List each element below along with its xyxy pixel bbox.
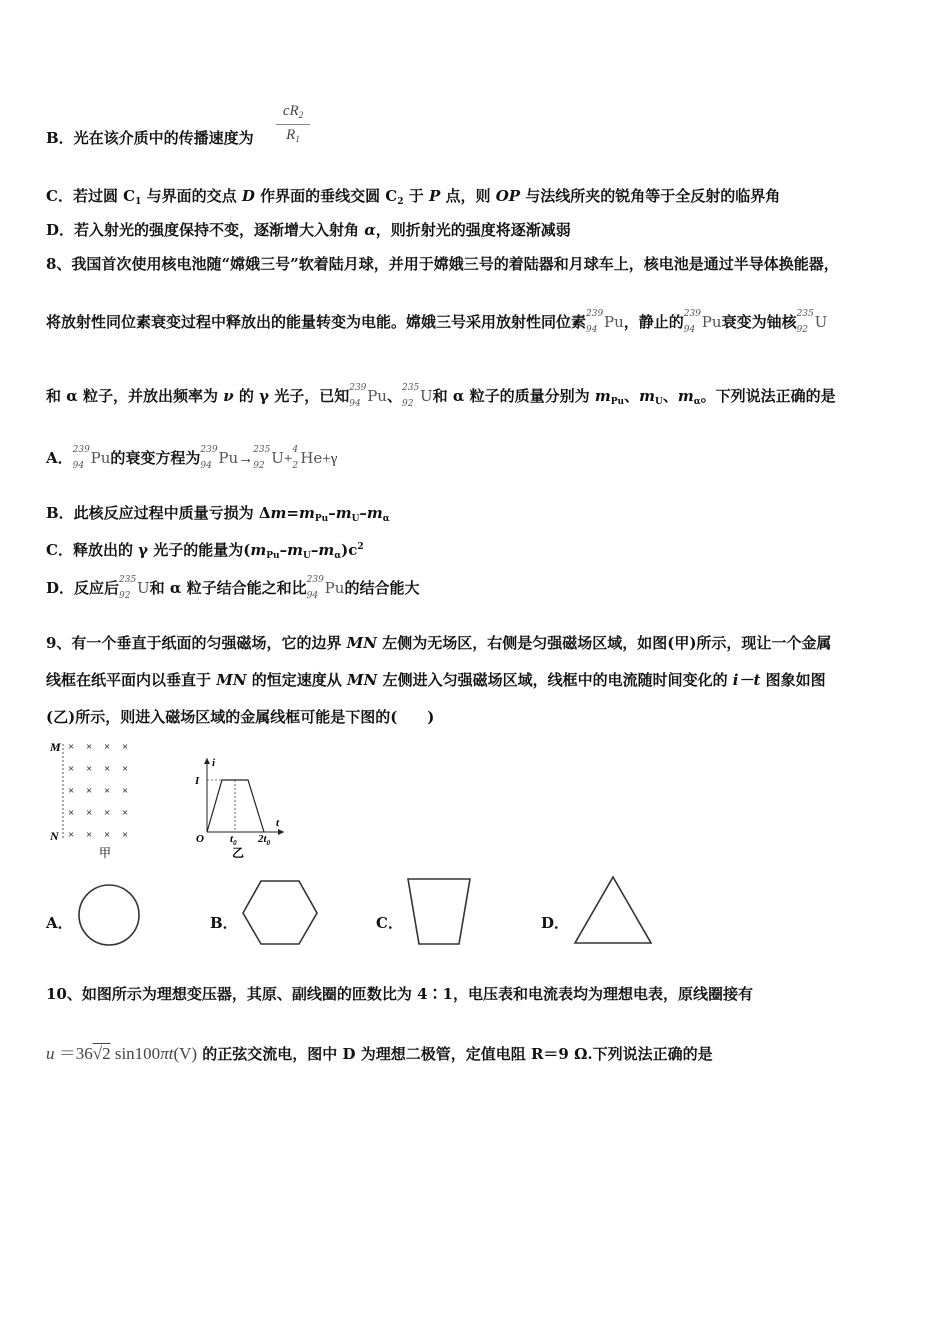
sub: 1	[135, 197, 142, 207]
sym: Pu	[604, 313, 624, 331]
text: D．若入射光的强度保持不变，逐渐增大入射角	[46, 221, 365, 239]
sym: Pu	[90, 449, 111, 467]
isotope-pu	[72, 445, 111, 471]
var-m: m	[287, 541, 303, 559]
label-2t0	[257, 833, 271, 847]
isotope-pu	[586, 309, 624, 335]
isotope-u	[796, 309, 828, 335]
sym: U	[420, 387, 433, 405]
text: 与法线所夹的锐角等于全反射的临界角	[520, 187, 781, 205]
q9-option-b-hexagon[interactable]	[240, 878, 320, 948]
var-m: m	[366, 504, 383, 522]
mass: 239	[200, 445, 218, 455]
sin: sin100	[114, 1044, 161, 1063]
fraction-denominator: R	[286, 127, 296, 143]
trapezoid-shape	[408, 879, 470, 944]
fraction-numerator-sub: 2	[298, 110, 304, 120]
label-i: i	[212, 757, 216, 769]
var-mn: MN	[346, 634, 377, 652]
mass: 235	[119, 575, 137, 585]
field-cross: ×	[122, 807, 129, 819]
text: ，则折射光的强度将逐渐减弱	[375, 221, 571, 239]
text: 和 α 粒子的质量分别为	[432, 387, 595, 405]
q8-stem-line3	[46, 383, 836, 412]
q7-option-d	[46, 220, 571, 240]
var-m: m	[270, 504, 287, 522]
label-m: M	[50, 740, 61, 754]
isotope-u	[402, 383, 433, 409]
text: 衰变为铀核	[721, 313, 797, 331]
voltage-equation	[46, 1044, 197, 1063]
i-axis-arrow	[204, 758, 210, 764]
text: 于	[403, 187, 429, 205]
q8-option-c	[46, 537, 364, 566]
q9-option-c-label[interactable]: C．	[376, 914, 403, 932]
field-cross: ×	[86, 741, 93, 753]
mass: 235	[253, 445, 271, 455]
q9-option-d-label[interactable]: D．	[541, 914, 570, 932]
label-t: t	[276, 817, 280, 829]
z: 92	[119, 591, 131, 601]
label-current-i: I	[195, 775, 200, 787]
text: ，静止的	[623, 313, 684, 331]
2t0-sub: 0	[266, 839, 271, 847]
sub: α	[382, 514, 390, 524]
var-p: P	[428, 187, 441, 205]
text: 、	[386, 387, 402, 405]
z: 94	[72, 461, 85, 471]
z: 92	[253, 461, 265, 471]
fraction-numerator: cR	[282, 103, 299, 119]
isotope-u	[253, 445, 284, 471]
sym: Pu	[701, 313, 722, 331]
cross-grid	[68, 741, 128, 841]
sep: 、	[662, 387, 678, 405]
text: 线框在纸平面内以垂直于	[46, 671, 217, 689]
z: 94	[586, 325, 598, 335]
var-it: i－t	[732, 671, 761, 689]
plus: +	[322, 451, 331, 467]
q9-option-d-triangle[interactable]	[572, 874, 654, 948]
fraction-denominator-sub: 1	[295, 134, 300, 144]
q8-option-d	[46, 575, 420, 601]
mass: 235	[796, 309, 814, 319]
text: D．反应后	[46, 579, 120, 597]
sym: Pu	[218, 449, 239, 467]
pi-t: πt	[160, 1044, 174, 1063]
label: A．	[46, 449, 73, 467]
sqrt: √2	[92, 1044, 111, 1063]
dash: –	[359, 504, 367, 522]
field-cross: ×	[86, 763, 93, 775]
text: 左侧进入匀强磁场区域，线框中的电流随时间变化的	[377, 671, 733, 689]
text: C．若过圆 C	[46, 187, 136, 205]
2t0-text: 2t	[258, 833, 267, 845]
sym: He	[300, 449, 323, 467]
field-cross: ×	[68, 785, 75, 797]
field-cross: ×	[86, 829, 93, 841]
t0-sub: 0	[233, 839, 237, 847]
z: 94	[200, 461, 212, 471]
dash: –	[279, 541, 288, 559]
q10-stem-line2	[46, 1044, 713, 1064]
field-cross: ×	[104, 829, 111, 841]
var-m: m	[335, 504, 352, 522]
var-u: u	[46, 1044, 55, 1063]
q9-option-a-label[interactable]: A．	[46, 914, 73, 932]
sup: 2	[357, 542, 364, 552]
z: 94	[683, 325, 696, 335]
text: 的恒定速度从	[246, 671, 348, 689]
text: 与界面的交点	[141, 187, 242, 205]
figure-jia-magnetic-field	[44, 736, 164, 861]
mass: 239	[683, 309, 701, 319]
text: 8、我国首次使用核电池随“嫦娥三号”软着陆月球，并用于嫦娥三号的着陆器和月球车上，核电池是通过半导体换能器，	[46, 255, 839, 273]
var-d: D	[241, 187, 255, 205]
field-cross: ×	[68, 763, 75, 775]
arrow: →	[238, 451, 254, 467]
text: 左侧为无场区，右侧是匀强磁场区域，如图(甲)所示，现让一个金属	[377, 634, 832, 652]
q9-option-b-label[interactable]: B．	[210, 914, 238, 932]
z: 94	[306, 591, 319, 601]
isotope-he	[292, 445, 323, 471]
sym: U	[814, 313, 828, 331]
q10-stem-line1	[46, 984, 753, 1004]
dash: –	[328, 504, 336, 522]
var-nu: ν	[223, 387, 234, 405]
t-axis-arrow	[278, 829, 284, 835]
var-alpha: α	[364, 221, 376, 239]
var-m: m	[250, 541, 267, 559]
text: 的正弦交流电，图中 D 为理想二极管，定值电阻 R＝9 Ω.下列说法正确的是	[202, 1045, 713, 1063]
text: 和 α 粒子结合能之和比	[149, 579, 307, 597]
q9-stem-line1	[46, 633, 831, 653]
dash: –	[310, 541, 319, 559]
isotope-pu	[306, 575, 345, 601]
q9-stem-line2	[46, 670, 826, 690]
sym: Pu	[367, 387, 387, 405]
sub: U	[302, 551, 311, 561]
text: 的衰变方程为	[110, 449, 201, 467]
text: 点，则	[440, 187, 496, 205]
z: 92	[402, 399, 414, 409]
field-cross: ×	[104, 785, 111, 797]
circle-shape	[79, 885, 139, 945]
plus: +	[283, 451, 293, 467]
q7-option-c	[46, 186, 780, 212]
var-m: m	[299, 504, 315, 522]
text: (乙)所示，则进入磁场区域的金属线框可能是下图的( )	[46, 708, 435, 726]
sym: U	[137, 579, 150, 597]
sub: Pu	[610, 397, 625, 407]
label-origin: O	[196, 833, 204, 845]
var-m: m	[677, 387, 694, 405]
hexagon-shape	[243, 881, 317, 944]
figure-yi-it-graph	[192, 756, 292, 861]
mass: 239	[306, 575, 324, 585]
sub: Pu	[314, 514, 329, 524]
sub: U	[351, 514, 360, 524]
sub: α	[334, 551, 342, 561]
var-m: m	[318, 541, 335, 559]
z: 2	[292, 461, 299, 471]
z: 94	[349, 399, 361, 409]
q9-option-a-circle[interactable]	[76, 882, 142, 948]
gamma: γ	[330, 451, 338, 467]
z: 92	[796, 325, 809, 335]
mass: 239	[349, 383, 367, 393]
sub: Pu	[266, 551, 280, 561]
q7-option-b	[46, 128, 254, 148]
field-cross: ×	[122, 741, 129, 753]
sub: U	[654, 397, 663, 407]
label-n: N	[50, 829, 59, 843]
isotope-pu	[349, 383, 387, 409]
text: )c	[341, 541, 358, 559]
field-cross: ×	[104, 763, 111, 775]
field-cross: ×	[104, 807, 111, 819]
caption-yi: 乙	[232, 846, 245, 860]
mass: 239	[586, 309, 604, 319]
text: 9、有一个垂直于纸面的匀强磁场，它的边界	[46, 634, 347, 652]
var-m: m	[639, 387, 655, 405]
field-cross: ×	[68, 829, 75, 841]
q8-stem-line2	[46, 309, 828, 335]
isotope-u	[119, 575, 150, 601]
field-cross: ×	[86, 807, 93, 819]
sym: Pu	[324, 579, 345, 597]
q7-option-b-text: B．光在该介质中的传播速度为	[46, 129, 254, 147]
var-mn: MN	[216, 671, 247, 689]
var-m: m	[594, 387, 611, 405]
sep: 、	[624, 387, 640, 405]
mass: 239	[72, 445, 90, 455]
text: B．此核反应过程中质量亏损为 Δ	[46, 504, 271, 522]
field-cross: ×	[68, 741, 75, 753]
unit: (V)	[173, 1044, 198, 1063]
text: 的结合能大	[344, 579, 420, 597]
q8-stem-line1	[46, 254, 839, 274]
sym: U	[271, 449, 284, 467]
q9-option-c-trapezoid[interactable]	[404, 876, 474, 948]
text: 将放射性同位素衰变过程中释放出的能量转变为电能。嫦娥三号采用放射性同位素	[46, 313, 587, 331]
field-cross: ×	[122, 785, 129, 797]
text: 作界面的垂线交圆 C	[254, 187, 398, 205]
eq: ＝36	[58, 1044, 93, 1063]
mass: 235	[402, 383, 420, 393]
q7-speed-fraction	[276, 102, 310, 149]
t0-text: t	[230, 833, 234, 845]
q8-option-a	[46, 445, 338, 471]
text: 。下列说法正确的是	[700, 387, 836, 405]
field-cross: ×	[122, 763, 129, 775]
var-mn: MN	[347, 671, 378, 689]
field-cross: ×	[122, 829, 129, 841]
q8-option-b	[46, 503, 390, 529]
caption-jia: 甲	[99, 846, 112, 860]
text: 图象如图	[760, 671, 826, 689]
field-cross: ×	[86, 785, 93, 797]
var-op: OP	[495, 187, 521, 205]
current-curve	[207, 780, 264, 832]
mass: 4	[292, 445, 299, 455]
q9-stem-line3	[46, 707, 434, 727]
triangle-shape	[575, 877, 651, 943]
text: 和 α 粒子，并放出频率为	[46, 387, 224, 405]
sub: α	[693, 397, 701, 407]
isotope-pu	[200, 445, 239, 471]
text: 10、如图所示为理想变压器，其原、副线圈的匝数比为 4∶1，电压表和电流表均为理想电表，原线圈接有	[46, 985, 753, 1003]
text: =	[286, 504, 299, 522]
text: 的 γ 光子，已知	[233, 387, 350, 405]
isotope-pu	[683, 309, 722, 335]
label-t0	[230, 833, 237, 847]
field-cross: ×	[104, 741, 111, 753]
text: C．释放出的 γ 光子的能量为(	[46, 541, 251, 559]
field-cross: ×	[68, 807, 75, 819]
sub: 2	[397, 197, 404, 207]
